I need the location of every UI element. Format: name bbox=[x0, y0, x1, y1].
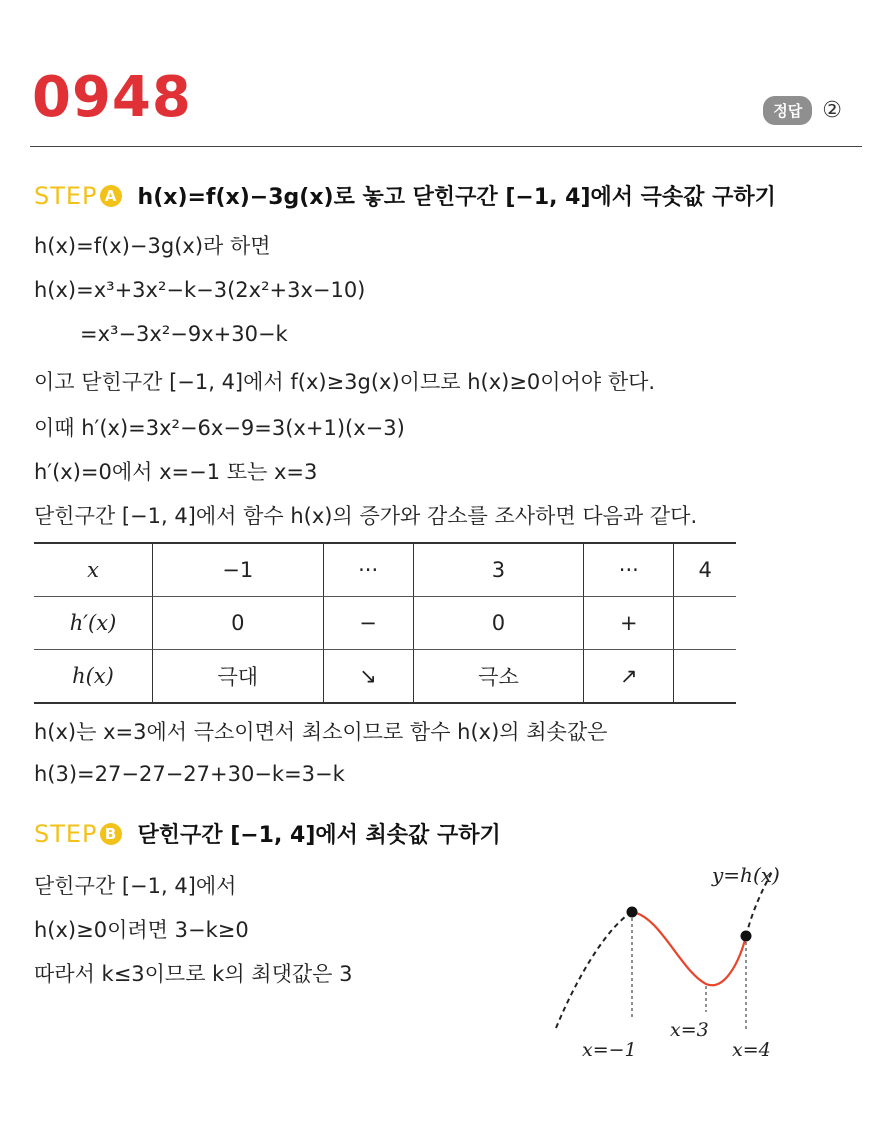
curve-dashed-left bbox=[556, 912, 632, 1028]
step-b-label: STEP bbox=[34, 819, 98, 848]
step-b-heading bbox=[34, 818, 501, 849]
step-a-label: STEP bbox=[34, 181, 98, 210]
answer-badge: 정답 bbox=[763, 96, 812, 125]
curve-solid bbox=[632, 912, 746, 985]
table-cell bbox=[674, 650, 736, 704]
sign-table bbox=[34, 542, 736, 704]
increase-arrow-icon: ↗ bbox=[584, 650, 674, 704]
tick-label: x=3 bbox=[670, 1019, 709, 1041]
table-cell: 극대 bbox=[153, 650, 324, 704]
step-a-letter-icon: A bbox=[100, 185, 122, 207]
table-cell: − bbox=[323, 597, 413, 650]
table-cell: h′(x) bbox=[34, 597, 153, 650]
problem-number: 0948 bbox=[32, 65, 192, 130]
solution-line: =x³−3x²−9x+30−k bbox=[80, 322, 288, 346]
table-cell bbox=[674, 597, 736, 650]
answer-area bbox=[763, 96, 842, 125]
solution-line: h(x)≥0이려면 3−k≥0 bbox=[34, 918, 249, 942]
curve-label: y=h(x) bbox=[712, 863, 780, 887]
step-b-letter-icon: B bbox=[100, 823, 122, 845]
table-cell: −1 bbox=[153, 543, 324, 597]
step-b-title: 닫힌구간 [−1, 4]에서 최솟값 구하기 bbox=[137, 823, 501, 848]
point-marker bbox=[627, 907, 638, 918]
decrease-arrow-icon: ↘ bbox=[323, 650, 413, 704]
solution-line: 이때 h′(x)=3x²−6x−9=3(x+1)(x−3) bbox=[34, 416, 405, 440]
table-row bbox=[34, 597, 736, 650]
table-cell: 0 bbox=[153, 597, 324, 650]
header-divider bbox=[30, 146, 862, 147]
solution-line: 이고 닫힌구간 [−1, 4]에서 f(x)≥3g(x)이므로 h(x)≥0이어야 한다. bbox=[34, 370, 656, 394]
solution-line: 닫힌구간 [−1, 4]에서 bbox=[34, 874, 237, 898]
solution-line: 따라서 k≤3이므로 k의 최댓값은 3 bbox=[34, 962, 353, 986]
solution-line: 닫힌구간 [−1, 4]에서 함수 h(x)의 증가와 감소를 조사하면 다음과 같다. bbox=[34, 504, 698, 528]
table-cell: 3 bbox=[413, 543, 584, 597]
solution-line: h(3)=27−27−27+30−k=3−k bbox=[34, 762, 345, 786]
tick-label: x=4 bbox=[732, 1039, 771, 1061]
table-cell: 0 bbox=[413, 597, 584, 650]
step-a-heading bbox=[34, 180, 776, 211]
table-cell: + bbox=[584, 597, 674, 650]
solution-line: h(x)=f(x)−3g(x)라 하면 bbox=[34, 234, 271, 258]
answer-value: ② bbox=[822, 98, 842, 123]
table-row bbox=[34, 543, 736, 597]
step-a-title: h(x)=f(x)−3g(x)로 놓고 닫힌구간 [−1, 4]에서 극솟값 구하기 bbox=[137, 185, 776, 210]
table-cell: 극소 bbox=[413, 650, 584, 704]
table-row bbox=[34, 650, 736, 704]
table-cell: ··· bbox=[323, 543, 413, 597]
solution-line: h′(x)=0에서 x=−1 또는 x=3 bbox=[34, 460, 318, 484]
point-marker bbox=[741, 931, 752, 942]
table-cell: ··· bbox=[584, 543, 674, 597]
tick-label: x=−1 bbox=[582, 1039, 637, 1061]
table-cell: x bbox=[34, 543, 153, 597]
table-cell: h(x) bbox=[34, 650, 153, 704]
solution-line: h(x)는 x=3에서 극소이면서 최소이므로 함수 h(x)의 최솟값은 bbox=[34, 720, 608, 744]
table-cell: 4 bbox=[674, 543, 736, 597]
solution-line: h(x)=x³+3x²−k−3(2x²+3x−10) bbox=[34, 278, 366, 302]
function-graph bbox=[540, 850, 840, 1070]
